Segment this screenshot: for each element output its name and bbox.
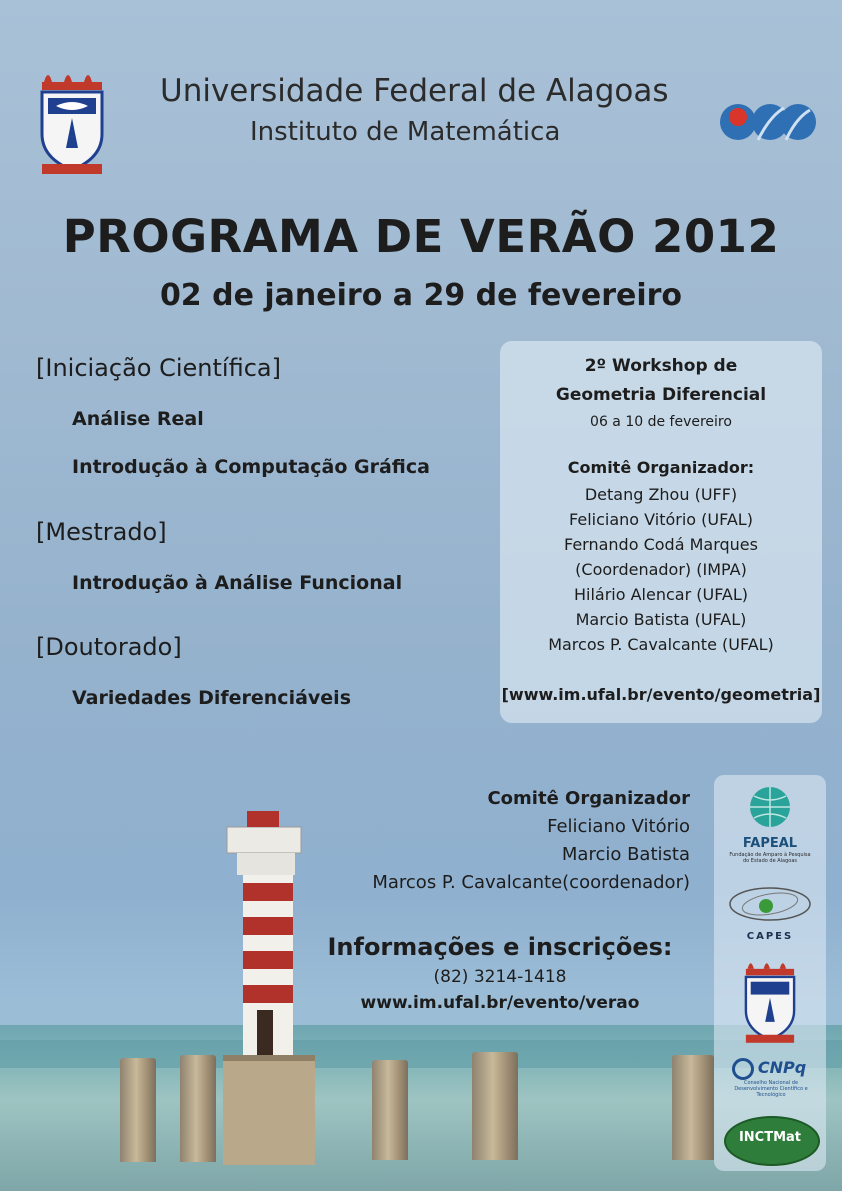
course-item: Introdução à Computação Gráfica xyxy=(72,456,430,478)
pier-post xyxy=(472,1052,518,1160)
ufal-crest-logo xyxy=(38,66,106,178)
pier-post xyxy=(180,1055,216,1162)
cnpq-logo-text: CNPq xyxy=(757,1058,807,1077)
fapeal-globe-icon xyxy=(742,782,798,832)
section-heading-mestrado: [Mestrado] xyxy=(36,518,167,546)
organizer-member: Marcos P. Cavalcante(coordenador) xyxy=(372,872,690,893)
workshop-url-link[interactable]: [www.im.ufal.br/evento/geometria] xyxy=(501,685,821,704)
workshop-committee-label: Comitê Organizador: xyxy=(567,458,755,477)
cnpq-subtitle: Conselho Nacional de Desenvolvimento Científico e Tecnológico xyxy=(734,1080,808,1098)
workshop-member: Feliciano Vitório (UFAL) xyxy=(569,510,753,529)
course-item: Introdução à Análise Funcional xyxy=(72,572,403,594)
fapeal-logo-text: FAPEAL xyxy=(742,836,798,851)
course-item: Variedades Diferenciáveis xyxy=(72,687,351,709)
capes-logo-icon xyxy=(726,880,814,932)
workshop-member: Marcio Batista (UFAL) xyxy=(575,610,747,629)
inctmat-logo-text: INCTMat xyxy=(738,1130,802,1145)
workshop-title-line2: Geometria Diferencial xyxy=(555,385,767,405)
pier-post xyxy=(372,1060,408,1160)
capes-logo-text: CAPES xyxy=(746,931,794,942)
info-url-link[interactable]: www.im.ufal.br/evento/verao xyxy=(360,993,640,1013)
organizers-label: Comitê Organizador xyxy=(487,788,690,809)
info-phone: (82) 3214-1418 xyxy=(433,967,567,987)
crest-motto-holder xyxy=(38,100,106,110)
workshop-dates: 06 a 10 de fevereiro xyxy=(590,414,732,430)
workshop-member: (Coordenador) (IMPA) xyxy=(575,560,747,579)
section-heading-doutorado: [Doutorado] xyxy=(36,633,182,661)
workshop-member: Detang Zhou (UFF) xyxy=(584,485,738,504)
workshop-member: Fernando Codá Marques xyxy=(564,535,758,554)
institute-name: Instituto de Matemática xyxy=(250,117,561,147)
event-dates: 02 de janeiro a 29 de fevereiro xyxy=(159,278,683,313)
organizer-member: Marcio Batista xyxy=(561,844,690,865)
workshop-member: Marcos P. Cavalcante (UFAL) xyxy=(548,635,774,654)
ufal-crest-small-logo xyxy=(742,956,798,1046)
university-name: Universidade Federal de Alagoas xyxy=(160,73,669,109)
im-logo xyxy=(718,92,818,150)
pier-post xyxy=(120,1058,156,1162)
pier-post xyxy=(672,1055,714,1160)
organizer-member: Feliciano Vitório xyxy=(547,816,690,837)
fapeal-subtitle: Fundação de Amparo à Pesquisa do Estado de Alagoas xyxy=(729,852,811,864)
event-title: PROGRAMA DE VERÃO 2012 xyxy=(62,210,780,263)
section-heading-ic: [Iniciação Científica] xyxy=(36,354,281,382)
course-item: Análise Real xyxy=(72,408,204,430)
info-title: Informações e inscrições: xyxy=(327,933,673,961)
workshop-member: Hilário Alencar (UFAL) xyxy=(573,585,749,604)
workshop-title-line1: 2º Workshop de xyxy=(584,356,738,376)
